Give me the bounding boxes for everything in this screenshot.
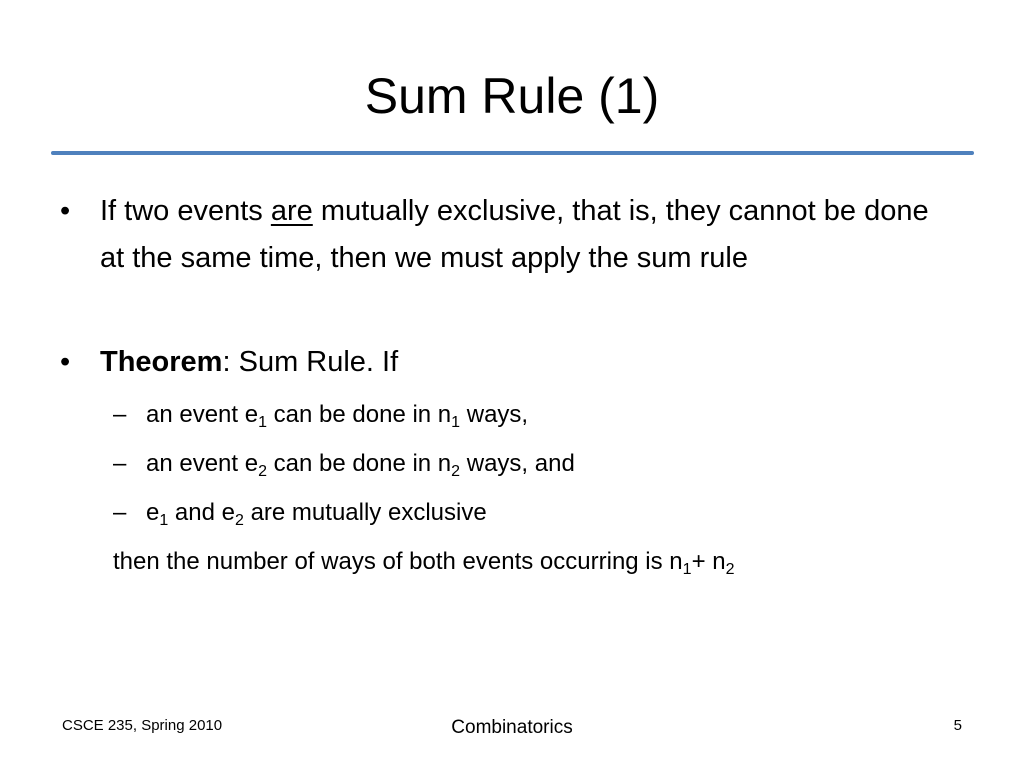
conclusion-text-a: then the number of ways of both events occurring is n: [113, 548, 683, 575]
sub1-subscript-2: 1: [451, 414, 461, 431]
sub1-text-c: ways,: [460, 401, 529, 428]
dash-icon: –: [113, 450, 127, 477]
bullet-text-theorem: [100, 339, 940, 386]
conclusion-subscript-2: 2: [725, 561, 735, 578]
sub2-text-b: can be done in n: [267, 450, 452, 477]
bullet-icon: •: [60, 195, 71, 227]
conclusion-text: [113, 545, 993, 579]
conclusion-text-b: + n: [691, 548, 726, 575]
slide-title: Sum Rule (1): [364, 68, 660, 124]
sub2-text-a: an event e: [146, 450, 259, 477]
theorem-rest: : Sum Rule. If: [222, 346, 399, 378]
sub3-subscript-2: 2: [235, 512, 244, 529]
sub2-subscript-2: 2: [451, 463, 461, 480]
theorem-label: Theorem: [100, 346, 223, 378]
bullet-text-mutually-exclusive: [100, 188, 940, 282]
sub2-text-c: ways, and: [460, 450, 575, 477]
bullet1-part2: mutually exclusive, that is, they cannot be done at the same time, then we must apply the sum rule: [100, 195, 929, 274]
conclusion-subscript-1: 1: [682, 561, 692, 578]
bullet1-underlined-word: are: [270, 195, 313, 227]
sub3-text-c: are mutually exclusive: [243, 499, 487, 526]
dash-icon: –: [113, 499, 127, 526]
sub-bullet-e1: [146, 398, 946, 432]
sub3-subscript-1: 1: [159, 512, 169, 529]
sub-bullet-e2: [146, 447, 946, 481]
sub1-subscript-1: 1: [258, 414, 267, 431]
sub3-text-b: and e: [168, 499, 235, 526]
sub1-text-a: an event e: [146, 401, 259, 428]
bullet-icon: •: [60, 346, 71, 378]
footer-topic: Combinatorics: [451, 717, 573, 738]
bullet1-part1: If two events: [100, 195, 271, 227]
footer-course: CSCE 235, Spring 2010: [62, 717, 223, 734]
dash-icon: –: [113, 401, 127, 428]
sub1-text-b: can be done in n: [267, 401, 452, 428]
sub3-text-a: e: [146, 499, 160, 526]
slide-number: 5: [953, 717, 962, 734]
sub2-subscript-1: 2: [258, 463, 267, 480]
sub-bullet-mutually-exclusive: [146, 496, 946, 530]
